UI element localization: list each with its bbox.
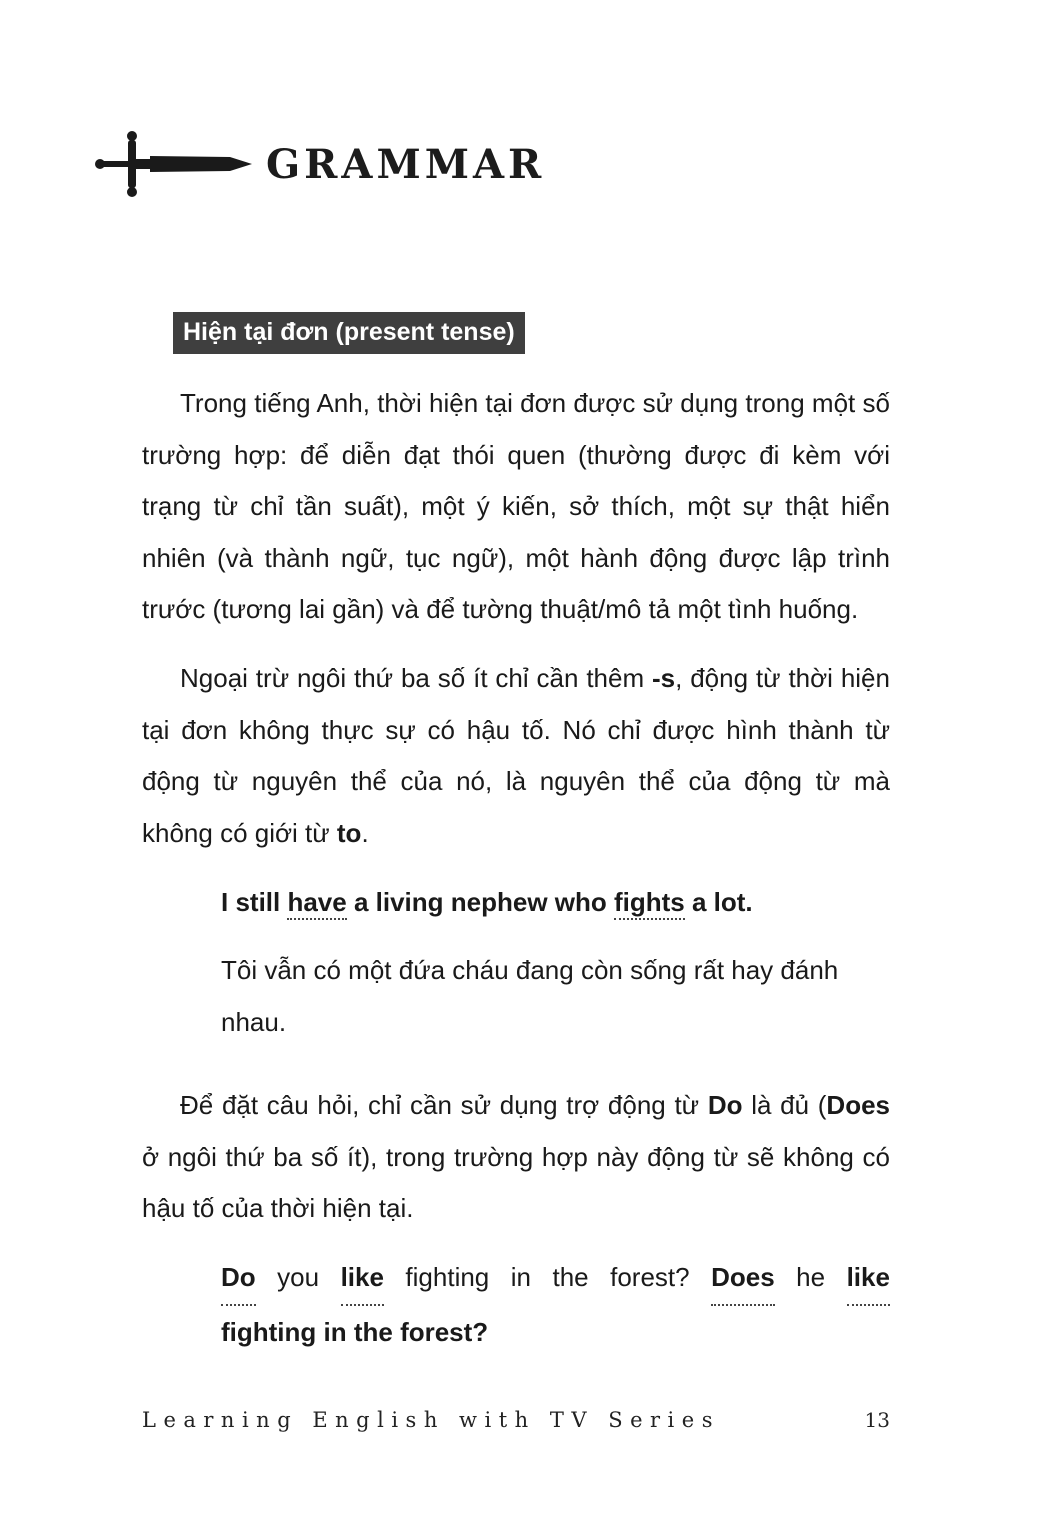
word-does: Does	[826, 1090, 890, 1120]
question-text-2: là đủ (	[742, 1090, 827, 1120]
page-footer	[142, 1408, 890, 1432]
section-title: GRAMMAR	[266, 140, 546, 188]
question-text-3: ở ngôi thứ ba số ít), trong trường hợp này động từ sẽ không có hậu tố của thời hiện tại.	[142, 1141, 890, 1223]
example2-word: in	[510, 1262, 531, 1292]
section-header	[92, 128, 545, 200]
sword-icon	[92, 128, 254, 200]
suffix-text-1: Ngoại trừ ngôi thứ ba số ít chỉ cần thêm	[180, 663, 652, 693]
example1-part-1: I still	[221, 887, 288, 917]
page-number: 13	[864, 1408, 890, 1432]
suffix-text-3: .	[361, 817, 369, 848]
suffix-s: -s	[652, 663, 676, 693]
example2-word: he	[796, 1262, 826, 1292]
word-to: to	[336, 817, 362, 848]
example1-verb-have: have	[287, 887, 346, 920]
example2-word: the	[552, 1262, 589, 1292]
word-do: Do	[707, 1090, 743, 1120]
question-text-1: Để đặt câu hỏi, chỉ cần sử dụng trợ động từ	[180, 1090, 708, 1120]
suffix-paragraph	[142, 653, 890, 859]
example2-does: Does	[711, 1251, 775, 1306]
example2-like: like	[341, 1251, 384, 1306]
example2-like-2: like	[847, 1251, 890, 1306]
example2-word: you	[277, 1262, 320, 1292]
example2-word: fighting	[405, 1262, 490, 1292]
question-paragraph	[142, 1080, 890, 1235]
example2-line-2: fighting in the forest?	[221, 1317, 489, 1347]
intro-text: Trong tiếng Anh, thời hiện tại đơn được sử dụng trong một số trường hợp: để diễn đạt thói quen (thường được đi kèm với trạng từ chỉ tần suất), một ý kiến, sở thích, một sự thật hiển nhiên (và thành ngữ, tục ngữ), một hành động được lập trình trước (tương lai gần) và để tường thuật/mô tả một tình huống.	[142, 388, 890, 624]
example2-do: Do	[221, 1251, 256, 1306]
example-sentence-2	[221, 1251, 890, 1358]
example1-part-2: a living nephew who	[346, 887, 614, 917]
suffix-text-2: , động từ thời hiện tại đơn không thực sự có hậu tố. Nó chỉ được hình thành từ động từ nguyên thể của nó, là nguyên thể của động từ mà không có giới từ	[142, 663, 890, 848]
intro-paragraph	[142, 378, 890, 636]
example1-part-3: a lot.	[684, 887, 753, 917]
example1-verb-fights: fights	[614, 887, 685, 920]
example-sentence-1	[221, 876, 890, 928]
example-translation-1: Tôi vẫn có một đứa cháu đang còn sống rất hay đánh nhau.	[221, 955, 839, 1037]
topic-label: Hiện tại đơn (present tense)	[173, 312, 525, 354]
book-title: Learning English with TV Series	[142, 1408, 720, 1432]
example2-line-1	[221, 1251, 890, 1306]
example2-word: forest?	[610, 1262, 690, 1292]
